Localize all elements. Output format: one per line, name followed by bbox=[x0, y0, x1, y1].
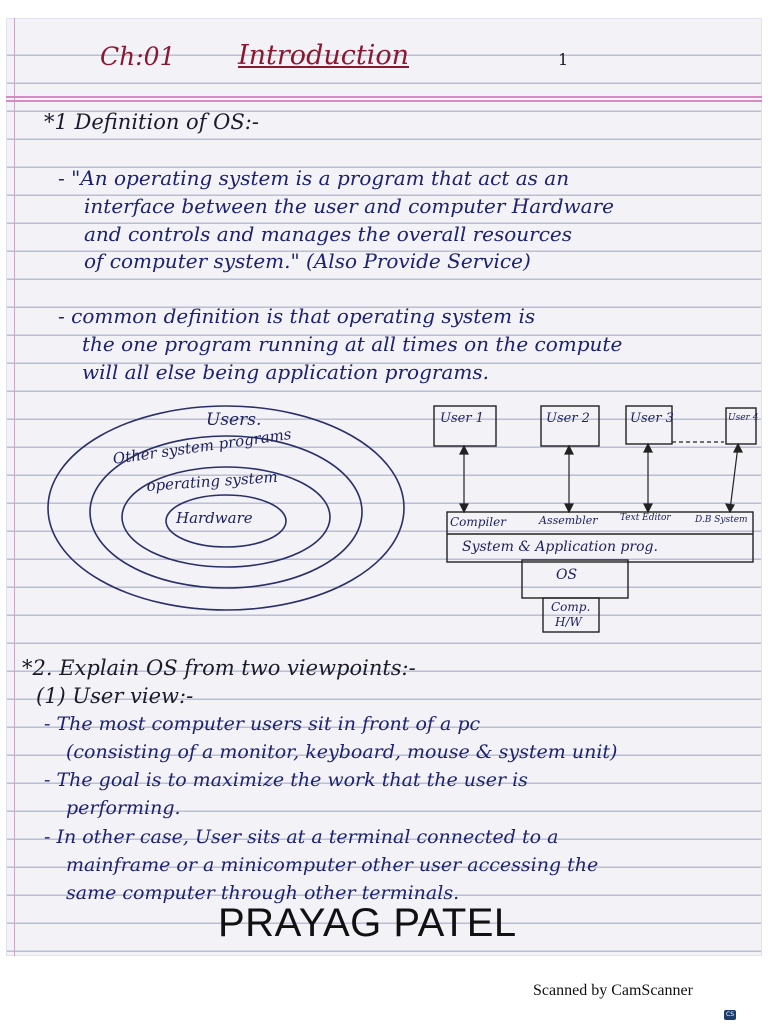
camscanner-logo-icon: CS bbox=[726, 1011, 734, 1018]
view-line: (consisting of a monitor, keyboard, mouse & system unit) bbox=[66, 741, 618, 763]
app-label-db-system: D.B System bbox=[695, 515, 748, 525]
app-layer-label: System & Application prog. bbox=[462, 539, 658, 555]
para1-line: of computer system." (Also Provide Service) bbox=[84, 249, 531, 273]
os-label: OS bbox=[556, 567, 578, 583]
view-line: - In other case, User sits at a terminal connected to a bbox=[44, 826, 559, 848]
app-label-text-editor: Text Editor bbox=[620, 513, 671, 523]
section2-heading: *2. Explain OS from two viewpoints:- bbox=[22, 656, 416, 680]
view-line: - The most computer users sit in front of a pc bbox=[44, 713, 481, 735]
para2-line: the one program running at all times on the compute bbox=[82, 332, 623, 356]
para1-line: and controls and manages the overall resources bbox=[84, 222, 573, 246]
user-label-4: User 4 bbox=[728, 413, 759, 423]
hw-label-top: Comp. bbox=[551, 600, 591, 614]
scanner-footer: Scanned by CamScanner bbox=[533, 982, 693, 999]
chapter-title: Introduction bbox=[238, 40, 409, 71]
ring-label-hardware: Hardware bbox=[176, 509, 253, 527]
user-label-2: User 2 bbox=[546, 411, 590, 426]
para2-line: - common definition is that operating system is bbox=[58, 304, 536, 328]
chapter-number: Ch:01 bbox=[100, 42, 176, 71]
para1-line: - "An operating system is a program that act as an bbox=[58, 166, 570, 190]
para2-line: will all else being application programs. bbox=[82, 360, 489, 384]
hw-label-bottom: H/W bbox=[555, 615, 582, 629]
page-number: 1 bbox=[558, 50, 569, 69]
view-line: same computer through other terminals. bbox=[66, 882, 460, 904]
app-label-assembler: Assembler bbox=[539, 514, 598, 527]
user-label-3: User 3 bbox=[630, 411, 674, 426]
section1-heading: *1 Definition of OS:- bbox=[44, 110, 259, 134]
ring-label-users: Users. bbox=[206, 410, 262, 430]
view-line: mainframe or a minicomputer other user accessing the bbox=[66, 854, 599, 876]
para1-line: interface between the user and computer Hardware bbox=[84, 194, 614, 218]
app-label-compiler: Compiler bbox=[450, 515, 506, 529]
author-watermark: PRAYAG PATEL bbox=[218, 901, 517, 945]
user-label-1: User 1 bbox=[440, 411, 484, 426]
section2-subheading: (1) User view:- bbox=[36, 684, 194, 708]
ring-label-system-programs: Other system programs bbox=[111, 424, 293, 468]
view-line: - The goal is to maximize the work that the user is bbox=[44, 769, 528, 791]
view-line: performing. bbox=[66, 797, 181, 819]
ring-label-operating-system: operating system bbox=[145, 467, 279, 495]
